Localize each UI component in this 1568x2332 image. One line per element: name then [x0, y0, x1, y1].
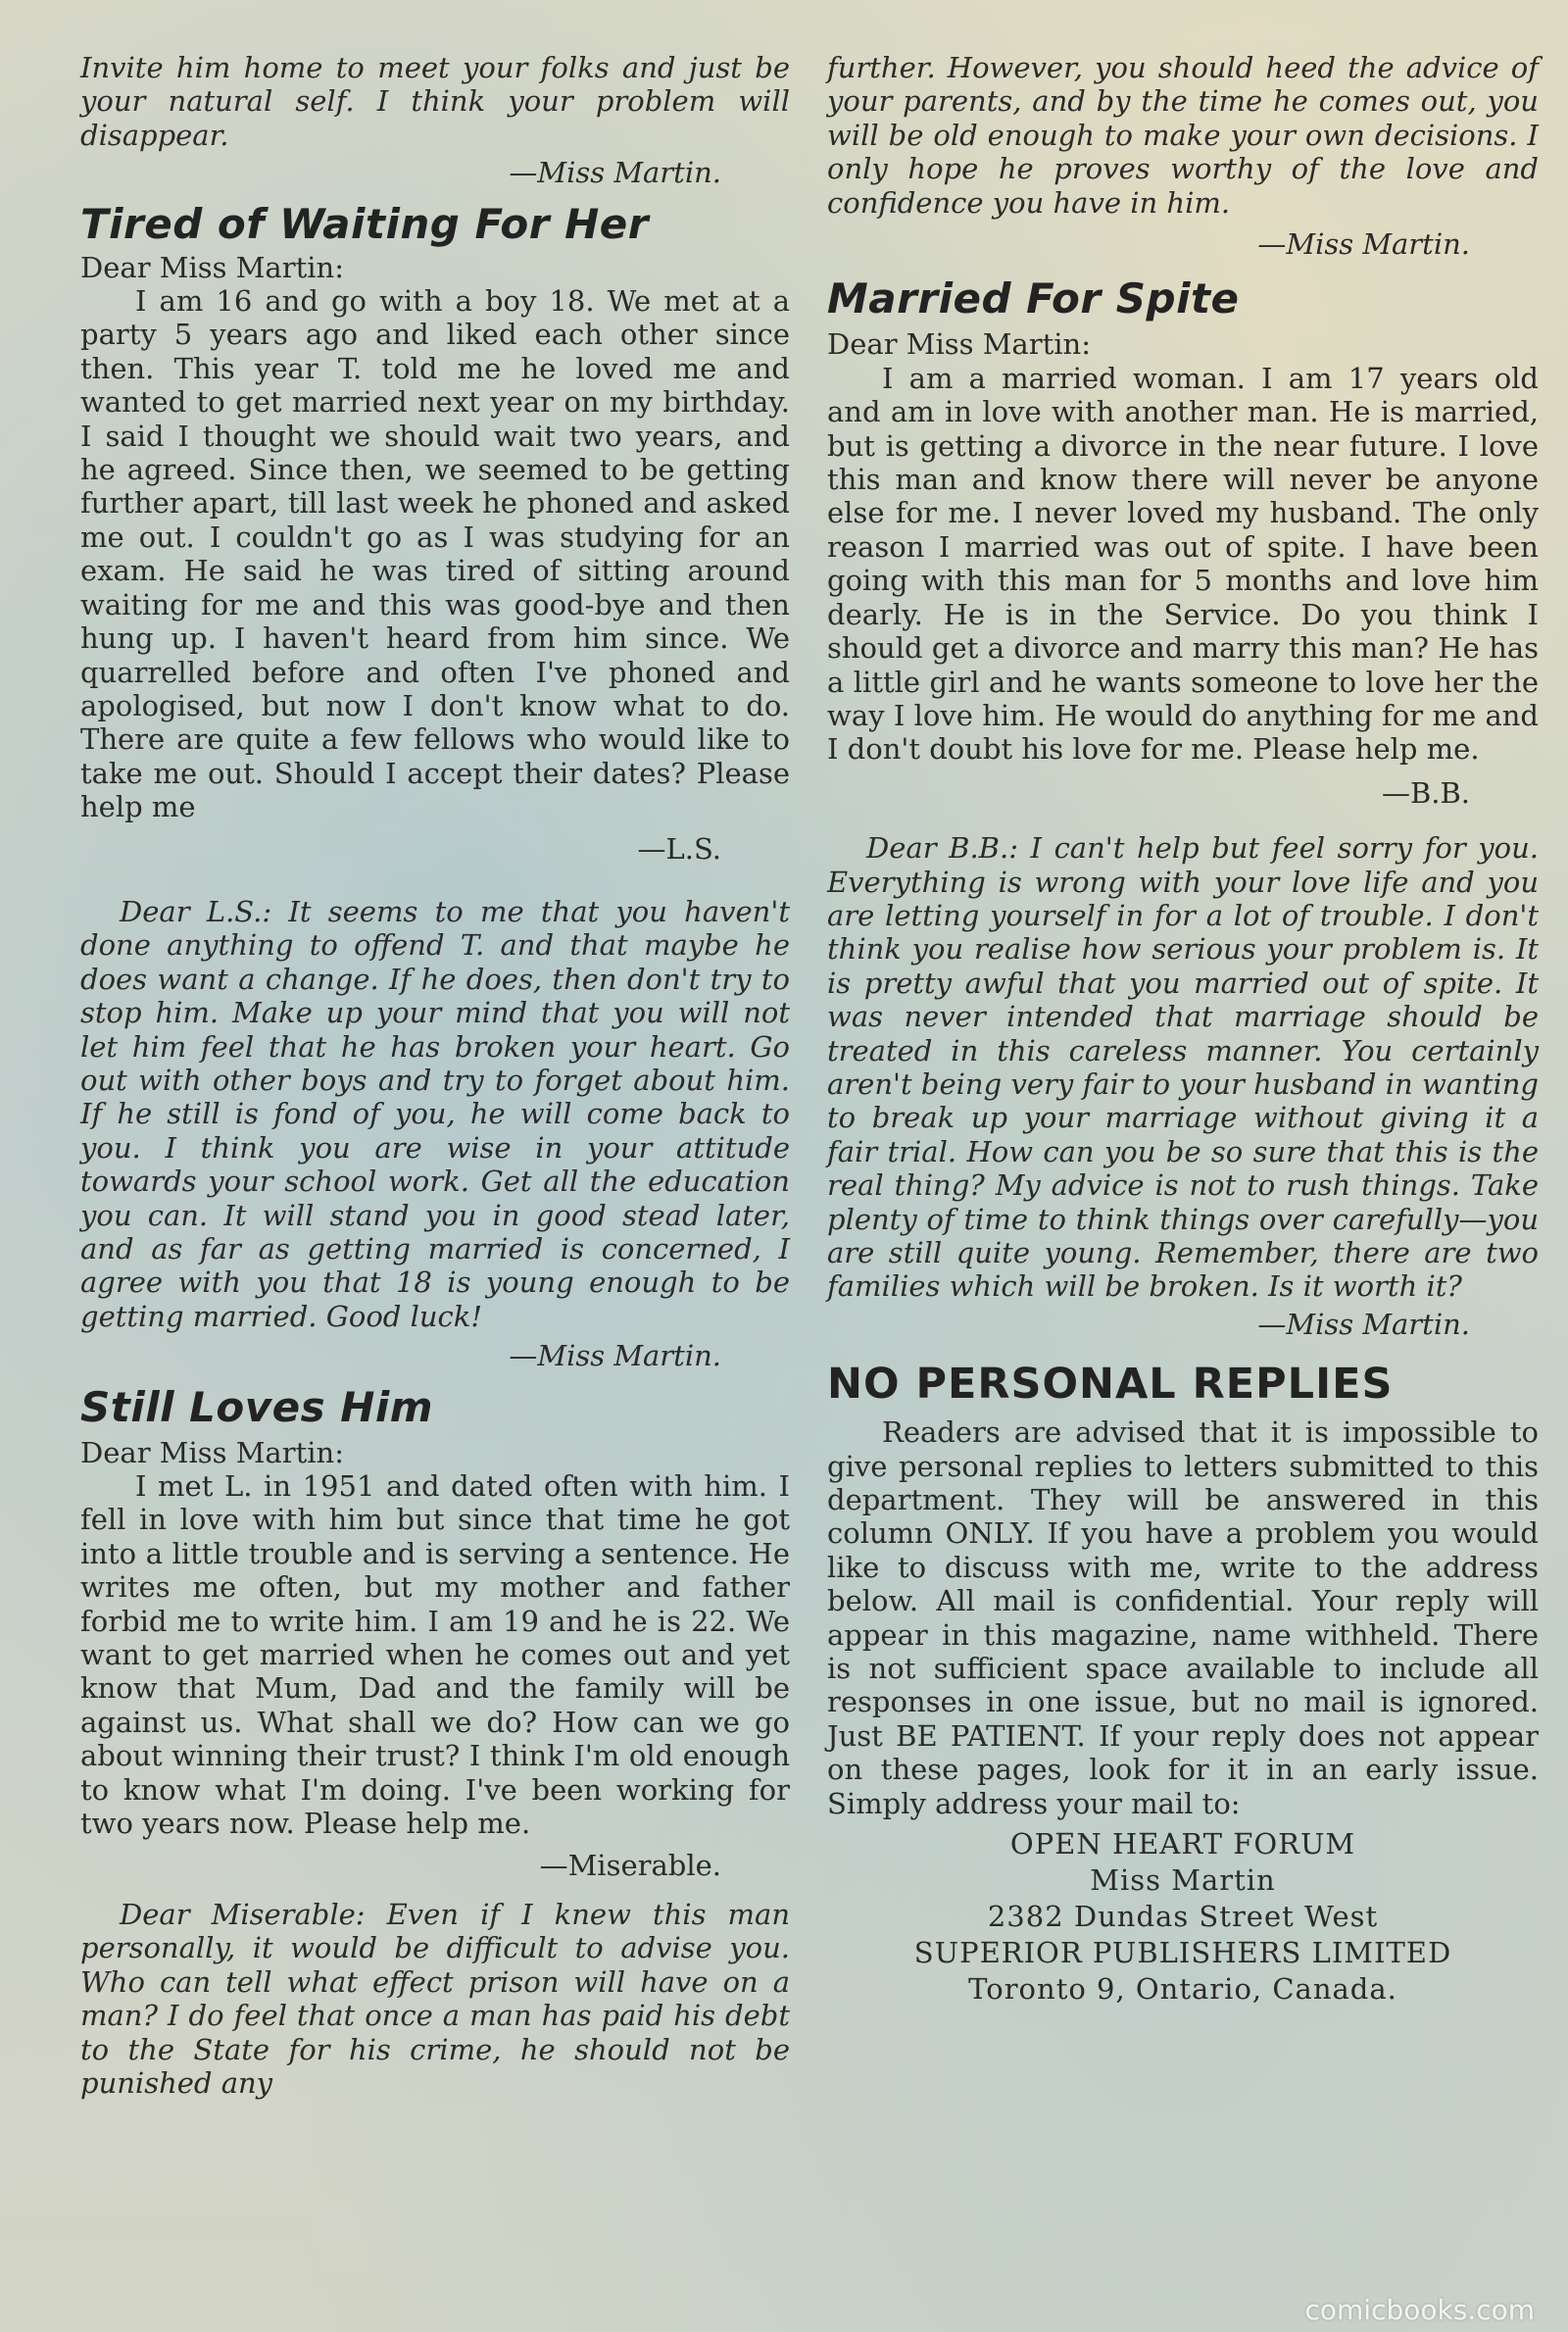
right-column: [827, 51, 1539, 2008]
letter-signature: —Miserable.: [539, 1848, 721, 1882]
reply-signature: —Miss Martin.: [509, 1339, 721, 1373]
letter-body: I met L. in 1951 and dated often with him. I fell in love with him but since that time he got into a little trouble and is serving a sentence. He writes me often, but my mother and father forbid me to write him. I am 19 and he is 22. We want to get married when he comes out and yet know that Mum, Dad and the family will be against us. What shall we do? How can we go about winning their trust? I think I'm old enough to know what I'm doing. I've been working for two years now. Please help me.: [80, 1469, 790, 1841]
letter-signature: —L.S.: [637, 831, 721, 866]
reply-signature: —Miss Martin.: [1257, 1307, 1470, 1341]
left-column: [80, 51, 790, 2100]
section-heading-tired-of-waiting: Tired of Waiting For Her: [80, 199, 649, 248]
mailing-address: [827, 1826, 1539, 2008]
continued-reply-text: further. However, you should heed the advice of your parents, and by the time he comes out, you will be old enough to make your own decisions. I only hope he proves worthy of the love and confidence you have in him.: [827, 51, 1539, 220]
letter-salutation: Dear Miss Martin:: [827, 327, 1091, 362]
address-forum-name: OPEN HEART FORUM: [1009, 1827, 1356, 1861]
section-heading-still-loves-him: Still Loves Him: [80, 1382, 434, 1431]
notice-heading: NO PERSONAL REPLIES: [827, 1360, 1394, 1410]
letter-body: I am 16 and go with a boy 18. We met at a party 5 years ago and liked each other since then. This year T. told me he loved me and wanted to get married next year on my birthday. I said I thought we should wait two years, and he agreed. Since then, we seemed to be getting further apart, till last week he phoned and asked me out. I couldn't go as I was studying for an exam. He said he was tired of sitting around waiting for me and this was good-bye and then hung up. I haven't heard from him since. We quarrelled before and often I've phoned and apologised, but now I don't know what to do. There are quite a few fellows who would like to take me out. Should I accept their dates? Please help me: [80, 284, 790, 824]
address-city: Toronto 9, Ontario, Canada.: [968, 1972, 1397, 2007]
letter-signature: —B.B.: [1381, 775, 1470, 810]
notice-body: Readers are advised that it is impossible to give personal replies to letters submitted to this department. They will be answered in this column ONLY. If you have a problem you would like to discuss with me, write to the address below. All mail is confidential. Your reply will appear in this magazine, name withheld. There is not sufficient space available to include all responses in one issue, but no mail is ignored. Just BE PATIENT. If your reply does not appear on these pages, look for it in an early issue. Simply address your mail to:: [827, 1415, 1539, 1820]
address-recipient: Miss Martin: [1090, 1863, 1276, 1898]
section-heading-married-for-spite: Married For Spite: [827, 274, 1240, 323]
letter-salutation: Dear Miss Martin:: [80, 1435, 344, 1469]
reply-body: Dear Miserable: Even if I knew this man personally, it would be difficult to advise you. Who can tell what effect prison will have on a man? I do feel that once a man has paid his debt to the State for his crime, he should not be punished any: [80, 1897, 790, 2100]
letter-body: I am a married woman. I am 17 years old and am in love with another man. He is married, but is getting a divorce in the near future. I love this man and know there will never be anyone else for me. I never loved my husband. The only reason I married was out of spite. I have been going with this man for 5 months and love him dearly. He is in the Service. Do you think I should get a divorce and marry this man? He has a little girl and he wants someone to love her the way I love him. He would do anything for me and I don't doubt his love for me. Please help me.: [827, 361, 1539, 767]
reply-body: Dear B.B.: I can't help but feel sorry for you. Everything is wrong with your love life and you are letting yourself in for a lot of trouble. I don't think you realise how serious your problem is. It is pretty awful that you married out of spite. It was never intended that marriage should be treated in this careless manner. You certainly aren't being very fair to your husband in wanting to break up your marriage without giving it a fair trial. How can you be so sure that this is the real thing? My advice is not to rush things. Take plenty of time to think things over carefully—you are still quite young. Remember, there are two families which will be broken. Is it worth it?: [827, 831, 1539, 1304]
address-street: 2382 Dundas Street West: [987, 1900, 1379, 1934]
address-publisher: SUPERIOR PUBLISHERS LIMITED: [913, 1936, 1452, 1970]
site-watermark: comicbooks.com: [1304, 2294, 1535, 2326]
intro-text: Invite him home to meet your folks and just be your natural self. I think your problem will disappear.: [80, 51, 790, 152]
continued-reply-signature: —Miss Martin.: [1257, 227, 1470, 262]
reply-body: Dear L.S.: It seems to me that you haven't done anything to offend T. and that maybe he does want a change. If he does, then don't try to stop him. Make up your mind that you will not let him feel that he has broken your heart. Go out with other boys and try to forget about him. If he still is fond of you, he will come back to you. I think you are wise in your attitude towards your school work. Get all the education you can. It will stand you in good stead later, and as far as getting married is concerned, I agree with you that 18 is young enough to be getting married. Good luck!: [80, 894, 790, 1333]
intro-signature: —Miss Martin.: [509, 156, 721, 190]
letter-salutation: Dear Miss Martin:: [80, 250, 344, 284]
